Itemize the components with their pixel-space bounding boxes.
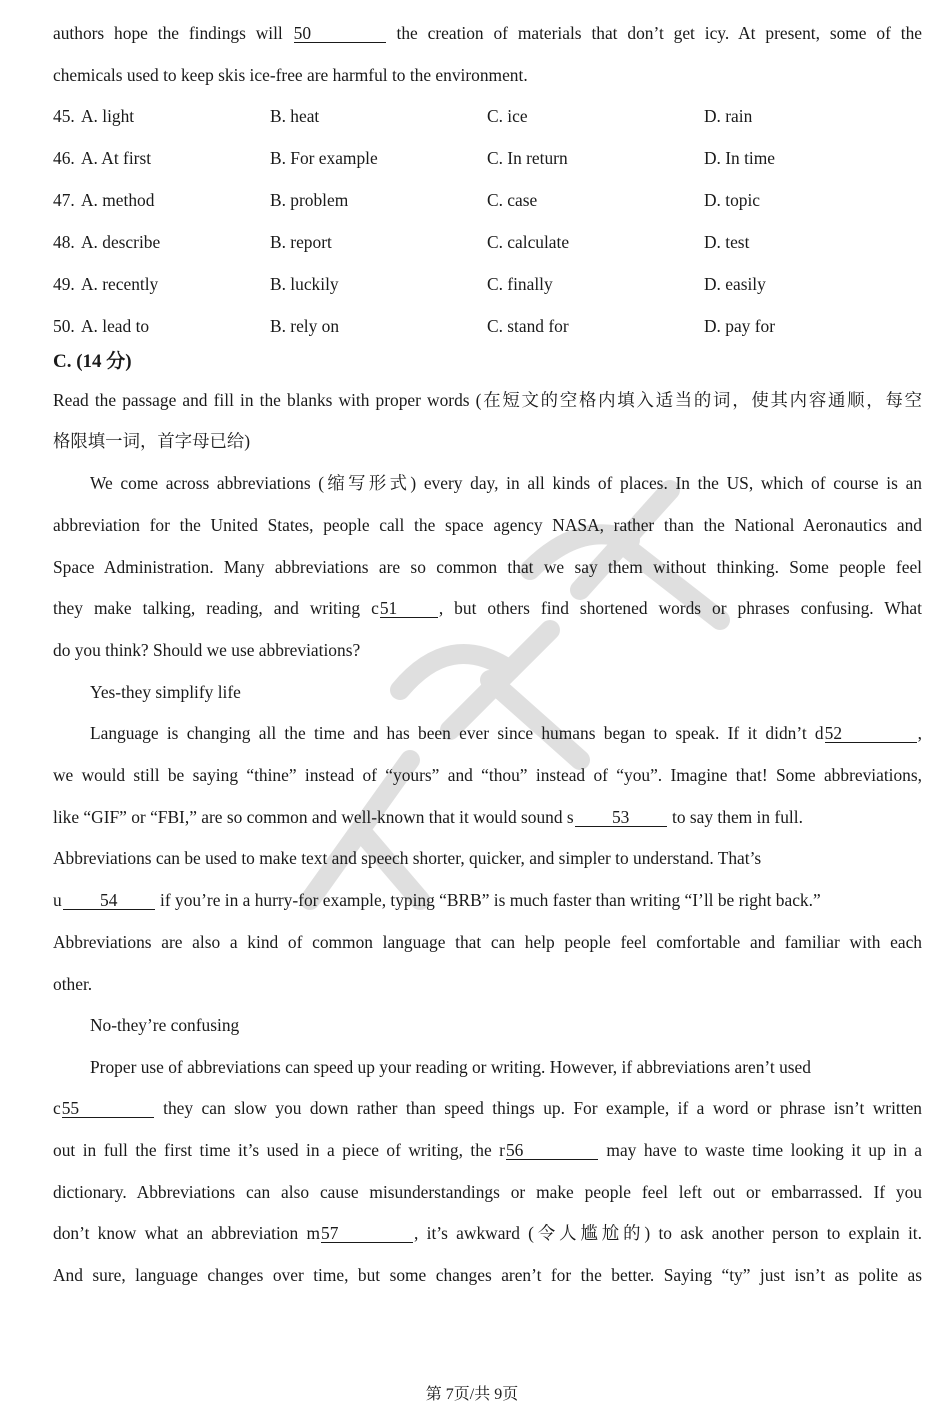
intro-line-1 <box>53 21 922 45</box>
option-d: D. pay for <box>704 316 775 336</box>
question-number: 50. <box>53 316 75 336</box>
passage-line <box>53 1096 922 1120</box>
passage-line: Space Administration. Many abbreviations are so common that we say them without thinking. Some people feel <box>53 557 922 577</box>
option-a: A. At first <box>81 148 152 168</box>
option-a: A. lead to <box>81 316 150 336</box>
option-row-45 <box>0 104 944 128</box>
intro-line-2: chemicals used to keep skis ice-free are harmful to the environment. <box>53 65 528 85</box>
option-b: B. heat <box>270 106 320 126</box>
passage-line <box>53 1221 922 1245</box>
option-row-49 <box>0 272 944 296</box>
text-segment: Language is changing all the time and has been ever since humans began to speak. If it didn’t d <box>90 723 824 743</box>
option-c: C. finally <box>487 274 553 294</box>
text-segment: , it’s awkward (令人尴尬的) to ask another person to explain it. <box>414 1223 922 1243</box>
blank-50: 50 <box>294 24 386 43</box>
passage-line: do you think? Should we use abbreviations? <box>53 640 361 660</box>
option-c: C. In return <box>487 148 568 168</box>
passage-line <box>53 888 922 912</box>
text-segment: u <box>53 890 62 910</box>
question-number: 47. <box>53 190 75 210</box>
passage-line: And sure, language changes over time, but some changes aren’t for the better. Saying “ty” just isn’t as polite as <box>53 1265 922 1285</box>
subheading-no: No-they’re confusing <box>90 1015 240 1035</box>
option-row-48 <box>0 230 944 254</box>
option-d: D. rain <box>704 106 753 126</box>
passage-line: We come across abbreviations (缩写形式) every day, in all kinds of places. In the US, which of course is an <box>90 473 922 493</box>
option-a: A. light <box>81 106 135 126</box>
text-segment: , but others find shortened words or phrases confusing. What <box>438 598 922 618</box>
option-row-50 <box>0 314 944 338</box>
instruction-line-1: Read the passage and fill in the blanks with proper words (在短文的空格内填入适当的词，使其内容通顺，每空 <box>53 390 922 410</box>
text-segment: out in full the first time it’s used in a piece of writing, the r <box>53 1140 505 1160</box>
option-row-46 <box>0 146 944 170</box>
instruction-line-2: 格限填一词，首字母已给) <box>53 431 251 451</box>
option-d: D. easily <box>704 274 766 294</box>
text-segment: to say them in full. <box>667 807 803 827</box>
blank-57: 57 <box>321 1224 413 1243</box>
passage-line <box>53 596 922 620</box>
subheading-yes: Yes-they simplify life <box>90 682 241 702</box>
question-number: 48. <box>53 232 75 252</box>
option-b: B. report <box>270 232 332 252</box>
passage-line <box>53 1138 922 1162</box>
option-c: C. calculate <box>487 232 570 252</box>
option-d: D. topic <box>704 190 761 210</box>
page-footer: 第 7页/共 9页 <box>425 1386 519 1403</box>
text-segment: they make talking, reading, and writing c <box>53 598 379 618</box>
option-c: C. ice <box>487 106 528 126</box>
text-segment: authors hope the findings will <box>53 23 293 43</box>
question-number: 49. <box>53 274 75 294</box>
blank-56: 56 <box>506 1141 598 1160</box>
option-c: C. stand for <box>487 316 569 336</box>
blank-53: 53 <box>575 808 667 827</box>
text-segment: , <box>917 723 922 743</box>
option-c: C. case <box>487 190 538 210</box>
text-segment: don’t know what an abbreviation m <box>53 1223 321 1243</box>
option-a: A. describe <box>81 232 161 252</box>
passage-line: we would still be saying “thine” instead of “yours” and “thou” instead of “you”. Imagine that! Some abbreviations, <box>53 765 922 785</box>
option-b: B. luckily <box>270 274 339 294</box>
blank-54: 54 <box>63 891 155 910</box>
passage-line <box>90 721 922 745</box>
blank-55: 55 <box>62 1099 154 1118</box>
text-segment: c <box>53 1098 61 1118</box>
text-segment: if you’re in a hurry-for example, typing “BRB” is much faster than writing “I’ll be right back.” <box>155 890 821 910</box>
passage-line: Abbreviations can be used to make text and speech shorter, quicker, and simpler to understand. That’s <box>53 848 762 868</box>
question-number: 46. <box>53 148 75 168</box>
option-a: A. recently <box>81 274 159 294</box>
passage-line: Proper use of abbreviations can speed up your reading or writing. However, if abbreviations aren’t used <box>90 1057 811 1077</box>
option-row-47 <box>0 188 944 212</box>
option-d: D. In time <box>704 148 775 168</box>
option-b: B. For example <box>270 148 378 168</box>
text-segment: may have to waste time looking it up in a <box>598 1140 922 1160</box>
passage-line: Abbreviations are also a kind of common language that can help people feel comfortable and familiar with each <box>53 932 922 952</box>
blank-51: 51 <box>380 599 438 618</box>
text-segment: the creation of materials that don’t get icy. At present, some of the <box>386 23 922 43</box>
text-segment: like “GIF” or “FBI,” are so common and well-known that it would sound s <box>53 807 574 827</box>
option-b: B. rely on <box>270 316 340 336</box>
passage-line: abbreviation for the United States, people call the space agency NASA, rather than the National Aeronautics and <box>53 515 922 535</box>
section-heading: C. (14 分) <box>53 351 132 372</box>
passage-line: other. <box>53 974 93 994</box>
passage-line: dictionary. Abbreviations can also cause misunderstandings or make people feel left out or embarrassed. If you <box>53 1182 922 1202</box>
option-d: D. test <box>704 232 750 252</box>
blank-52: 52 <box>825 724 917 743</box>
option-a: A. method <box>81 190 155 210</box>
option-b: B. problem <box>270 190 349 210</box>
question-number: 45. <box>53 106 75 126</box>
passage-line <box>53 805 922 829</box>
text-segment: they can slow you down rather than speed things up. For example, if a word or phrase isn’t written <box>154 1098 922 1118</box>
